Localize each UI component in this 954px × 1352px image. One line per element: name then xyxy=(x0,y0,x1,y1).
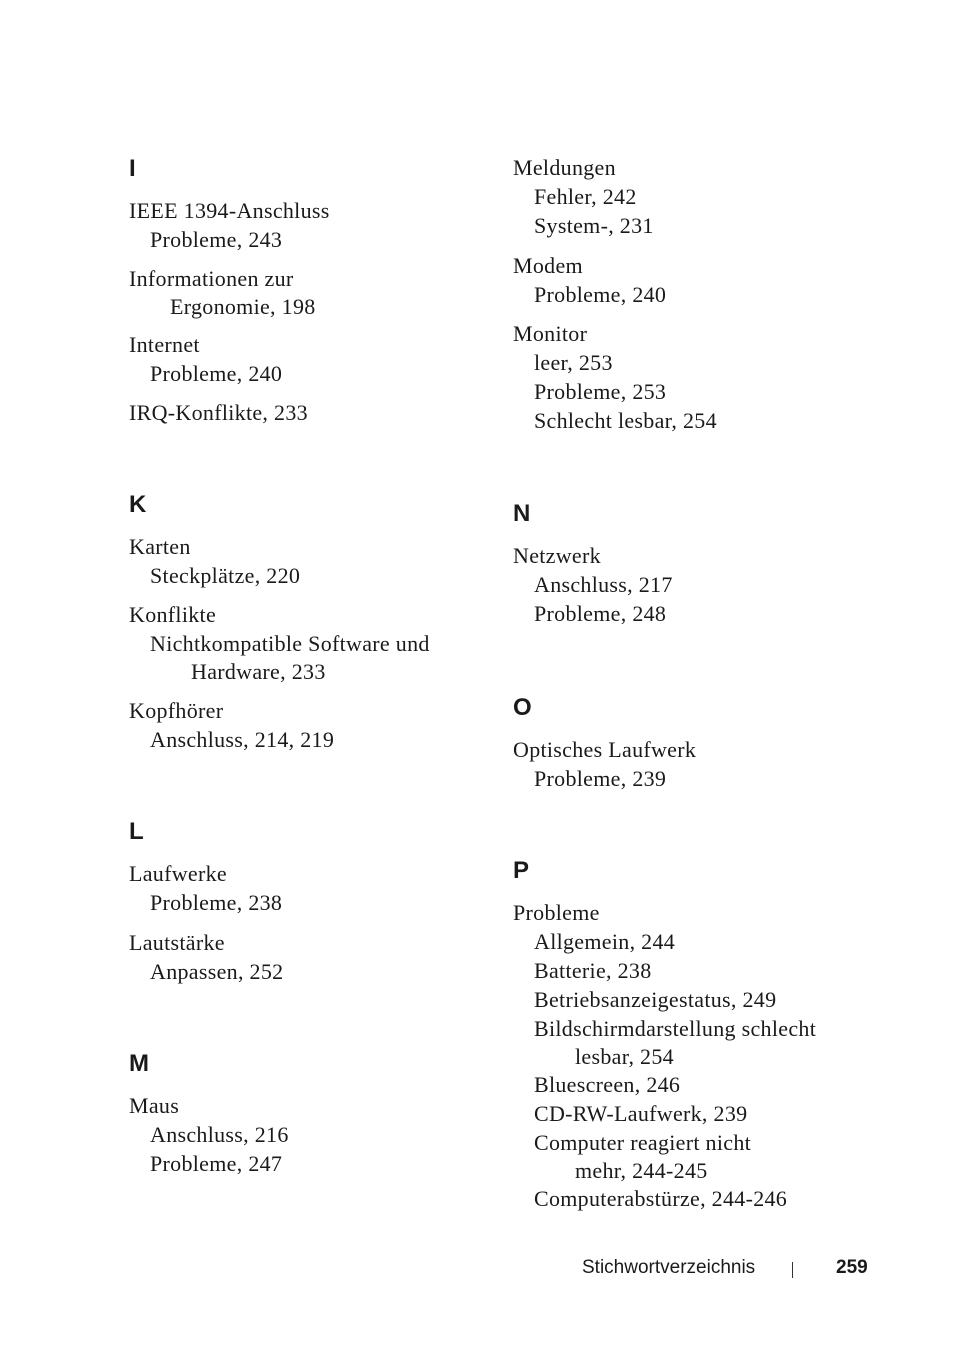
footer-separator xyxy=(792,1262,793,1278)
index-letter-m: M xyxy=(129,1050,149,1077)
index-term-continuation: lesbar, 254 xyxy=(575,1044,674,1069)
index-term: IRQ-Konflikte, 233 xyxy=(129,400,308,425)
footer-section-title: Stichwortverzeichnis xyxy=(582,1257,756,1278)
index-entry xyxy=(129,1091,489,1178)
index-subterm: System-, 231 xyxy=(534,213,654,238)
index-subterm: Probleme, 247 xyxy=(150,1151,283,1176)
index-term: Netzwerk xyxy=(513,543,601,568)
index-term: Lautstärke xyxy=(129,930,225,955)
index-letter-p: P xyxy=(513,857,530,884)
index-subterm: Probleme, 253 xyxy=(534,379,667,404)
index-entry xyxy=(513,153,933,240)
index-letter-o: O xyxy=(513,694,532,721)
index-letter-i: I xyxy=(129,155,136,182)
index-term: Monitor xyxy=(513,321,588,346)
index-subterm: Probleme, 243 xyxy=(150,227,283,252)
page-footer xyxy=(0,1254,954,1284)
index-entry xyxy=(129,264,489,320)
index-subterm: Probleme, 240 xyxy=(150,361,283,386)
page-number: 259 xyxy=(836,1257,868,1278)
index-term-continuation: mehr, 244-245 xyxy=(575,1158,708,1183)
index-subterm: Bluescreen, 246 xyxy=(534,1072,681,1097)
index-subterm: Anschluss, 216 xyxy=(150,1122,289,1147)
index-subterm: Probleme, 240 xyxy=(534,282,667,307)
index-subterm: Probleme, 238 xyxy=(150,890,283,915)
index-subterm: Nichtkompatible Software und xyxy=(150,631,430,656)
index-entry xyxy=(129,600,489,685)
index-term: Karten xyxy=(129,534,191,559)
index-entry xyxy=(129,859,489,917)
index-term: Meldungen xyxy=(513,155,616,180)
index-term: Optisches Laufwerk xyxy=(513,737,697,762)
index-subterm: Anschluss, 214, 219 xyxy=(150,727,335,752)
index-term-continuation: Hardware, 233 xyxy=(191,659,326,684)
index-entry xyxy=(513,541,933,628)
index-term: Laufwerke xyxy=(129,861,227,886)
index-subterm: Probleme, 239 xyxy=(534,766,667,791)
index-subterm: Anpassen, 252 xyxy=(150,959,284,984)
index-subterm: Computer reagiert nicht xyxy=(534,1130,752,1155)
index-term: Maus xyxy=(129,1093,180,1118)
index-term: Informationen zur xyxy=(129,266,294,291)
index-subterm: Probleme, 248 xyxy=(534,601,667,626)
index-entry xyxy=(513,735,933,793)
index-entry xyxy=(513,251,933,309)
index-entry xyxy=(129,330,489,388)
index-letter-l: L xyxy=(129,818,144,845)
index-entry xyxy=(129,196,489,254)
index-entry xyxy=(129,532,489,590)
index-term: Konflikte xyxy=(129,602,217,627)
index-subterm: Batterie, 238 xyxy=(534,958,652,983)
index-term: Modem xyxy=(513,253,583,278)
index-term: IEEE 1394-Anschluss xyxy=(129,198,330,223)
index-term: Internet xyxy=(129,332,200,357)
index-subterm: Anschluss, 217 xyxy=(534,572,673,597)
index-subterm: Computerabstürze, 244-246 xyxy=(534,1186,788,1211)
index-subterm: Fehler, 242 xyxy=(534,184,637,209)
index-entry xyxy=(129,928,489,986)
index-entry xyxy=(129,696,489,754)
index-letter-n: N xyxy=(513,500,531,527)
index-subterm: Allgemein, 244 xyxy=(534,929,676,954)
index-letter-k: K xyxy=(129,491,147,518)
index-subterm: Schlecht lesbar, 254 xyxy=(534,408,717,433)
index-entry xyxy=(513,898,933,1213)
index-entry xyxy=(513,319,933,435)
index-entry xyxy=(129,398,489,427)
index-subterm: Steckplätze, 220 xyxy=(150,563,301,588)
index-subterm: Betriebsanzeigestatus, 249 xyxy=(534,987,777,1012)
index-term: Kopfhörer xyxy=(129,698,224,723)
index-subterm: Bildschirmdarstellung schlecht xyxy=(534,1016,817,1041)
index-subterm: leer, 253 xyxy=(534,350,613,375)
index-term: Probleme xyxy=(513,900,600,925)
index-subterm: CD-RW-Laufwerk, 239 xyxy=(534,1101,748,1126)
index-term-continuation: Ergonomie, 198 xyxy=(170,294,316,319)
